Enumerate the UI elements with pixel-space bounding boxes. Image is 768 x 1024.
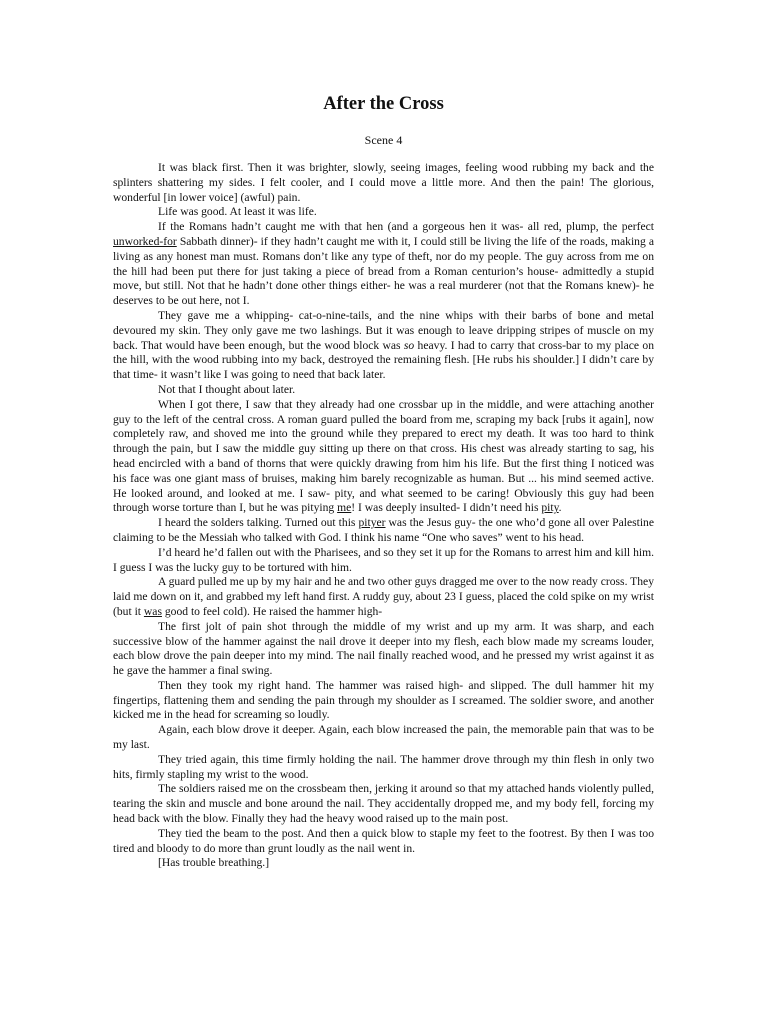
paragraph xyxy=(113,516,654,546)
paragraph xyxy=(113,620,654,679)
document-page xyxy=(113,92,654,871)
paragraph xyxy=(113,575,654,619)
text-run: Sabbath dinner)- if they hadn’t caught me with it, I could still be living the life of the roads, making a living as any honest man must. Romans don’t like any type of theft, nor do my people. The guy across from me on the hill had been put there for just taking a piece of bread from a Roman centurion’s house- admittedly a stupid move, but still. Not that he hadn’t done other things either- he was a real murderer (not that the Romans knew)- he deserves to be out here, not I. xyxy=(113,234,654,308)
text-run: [Has trouble breathing.] xyxy=(158,856,270,870)
paragraph xyxy=(113,679,654,723)
text-run: ! I was deeply insulted- I didn’t need his xyxy=(351,501,542,515)
text-run: heavy. I had to carry that cross-bar to my place on the hill, with the wood rubbing into my back, destroyed the remaining flesh. [He rubs his shoulder.] I didn’t care by that time- it wasn’t like I was going to need that back later. xyxy=(113,338,654,382)
paragraph xyxy=(113,827,654,857)
paragraph xyxy=(113,383,654,398)
underlined-text: was xyxy=(143,604,162,618)
paragraph xyxy=(113,205,654,220)
text-run: Life was good. At least it was life. xyxy=(158,205,317,219)
paragraph xyxy=(113,753,654,783)
underlined-text: pity xyxy=(541,501,559,515)
paragraph xyxy=(113,398,654,516)
italic-text: so xyxy=(403,338,415,352)
paragraph xyxy=(113,309,654,383)
document-body xyxy=(113,161,654,871)
paragraph xyxy=(113,546,654,576)
paragraph xyxy=(113,220,654,309)
paragraph xyxy=(113,856,654,871)
text-run: . xyxy=(558,501,562,515)
underlined-text: me xyxy=(337,501,352,515)
text-run: was the Jesus guy- the one who’d gone all over Palestine claiming to be the Messiah who talked with God. I think his name “One who saves” went to his head. xyxy=(113,516,654,544)
text-run: Then they took my right hand. The hammer was raised high- and slipped. The dull hammer hit my fingertips, flattening them and sending the pain through my shoulder as I screamed. The soldier swore, and another kicked me in the head for screaming so loudly. xyxy=(113,678,654,722)
text-run: I heard the solders talking. Turned out this xyxy=(158,516,359,530)
underlined-text: unworked-for xyxy=(113,234,177,248)
text-run: I’d heard he’d fallen out with the Pharisees, and so they set it up for the Romans to arrest him and kill him. I guess I was the lucky guy to be tortured with him. xyxy=(113,545,654,574)
text-run: When I got there, I saw that they already had one crossbar up in the middle, and were attaching another guy to the left of the central cross. A roman guard pulled the board from me, scraping my back [rubs it again], now completely raw, and shoved me into the ground while they prepared to erect my death. It was too hard to think through the pain, but I saw the middle guy sitting up there on that cross. His chest was already starting to sag, his head encircled with a band of thorns that were quickly drawing from him his life. But the first thing I noticed was his face was one giant mass of bruises, making him barely recognizable as human. But ... his mind seemed active. He looked around, and looked at me. I saw- pity, and what seemed to be caring! Obviously this guy had been through worse torture than I, but he was pitying xyxy=(113,397,654,515)
text-run: The soldiers raised me on the crossbeam then, jerking it around so that my attached hands violently pulled, tearing the skin and muscle and bone around the nail. They accidentally dropped me, and my body fell, forcing my head back with the blow. Finally they had the heavy wood raised up to the main post. xyxy=(113,782,654,826)
text-run: The first jolt of pain shot through the middle of my wrist and up my arm. It was sharp, and each successive blow of the hammer against the nail drove it deeper into my flesh, each blow made my screams louder, each blow drove the pain deeper into my mind. The nail finally reached wood, and he pressed my wrist against it as he gave the hammer a final swing. xyxy=(113,619,654,678)
text-run: A guard pulled me up by my hair and he and two other guys dragged me over to the now ready cross. They laid me down on it, and grabbed my left hand first. A ruddy guy, about 23 I guess, placed the cold spike on my wrist (but it xyxy=(113,575,654,618)
paragraph xyxy=(113,723,654,753)
scene-heading: Scene 4 xyxy=(364,133,403,147)
text-run: Not that I thought about later. xyxy=(158,382,296,396)
text-run: If the Romans hadn’t caught me with that hen (and a gorgeous hen it was- all red, plump, the perfect xyxy=(158,220,654,234)
text-run: Again, each blow drove it deeper. Again, each blow increased the pain, the memorable pain that was to be my last. xyxy=(113,723,654,752)
text-run: They tied the beam to the post. And then a quick blow to staple my feet to the footrest. By then I was too tired and bloody to do more than grunt loudly as the nail went in. xyxy=(113,826,654,855)
document-title: After the Cross xyxy=(323,94,444,114)
text-run: good to feel cold). He raised the hammer high- xyxy=(161,604,383,618)
paragraph xyxy=(113,161,654,205)
underlined-text: pityer xyxy=(358,516,386,530)
text-run: They tried again, this time firmly holding the nail. The hammer drove through my thin flesh in only two hits, firmly stapling my wrist to the wood. xyxy=(113,752,654,781)
text-run: It was black first. Then it was brighter, slowly, seeing images, feeling wood rubbing my back and the splinters shattering my sides. I felt cooler, and I could move a little more. And then the pain! The glorious, wonderful [in lower voice] (awful) pain. xyxy=(113,161,654,204)
text-run: They gave me a whipping- cat-o-nine-tails, and the nine whips with their barbs of bone and metal devoured my skin. They only gave me two lashings. But it was enough to leave dripping stripes of muscle on my back. That would have been enough, but the wood block was xyxy=(113,308,654,352)
paragraph xyxy=(113,782,654,826)
